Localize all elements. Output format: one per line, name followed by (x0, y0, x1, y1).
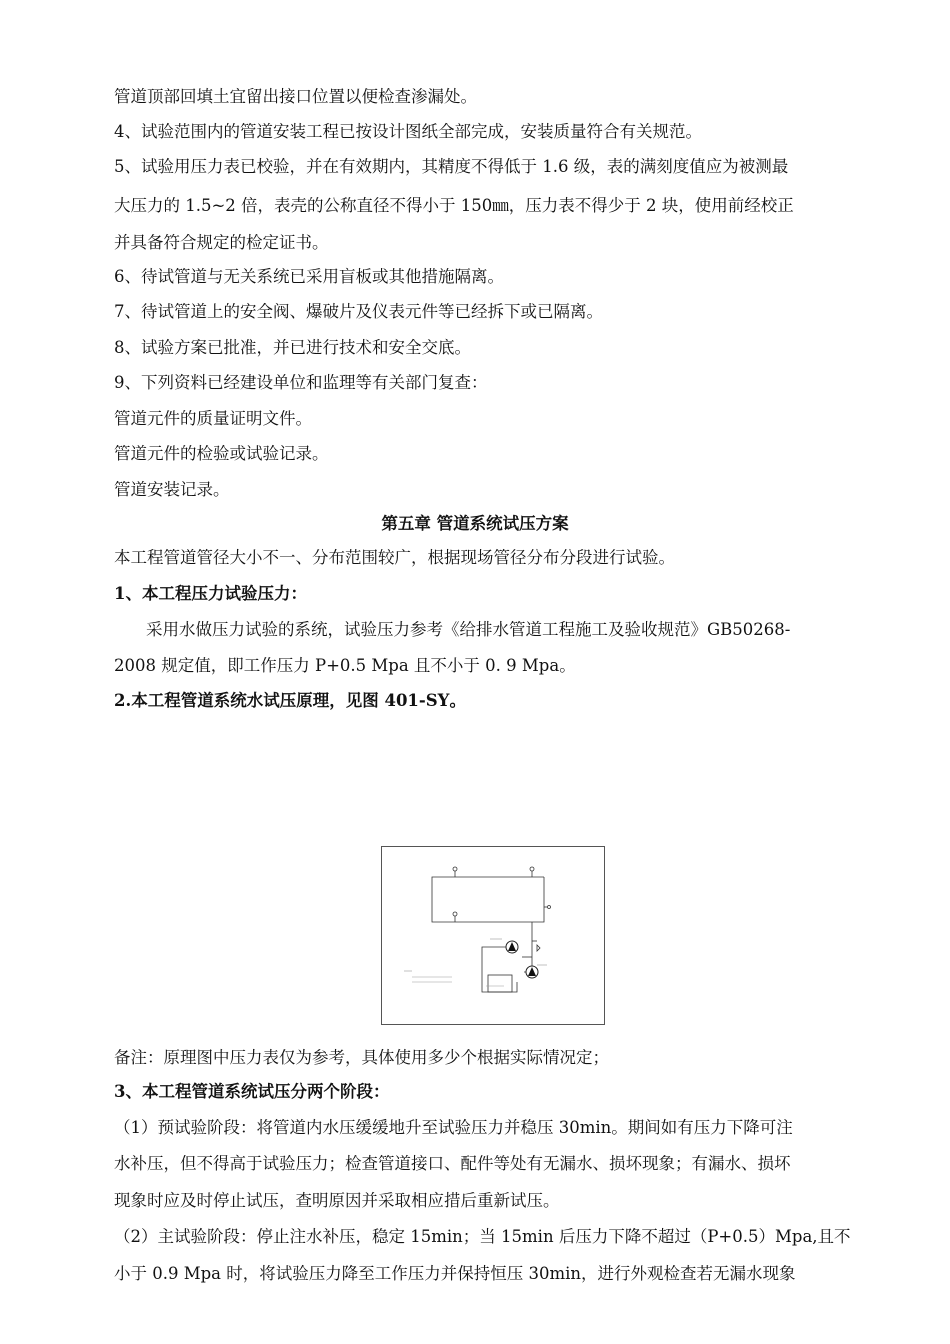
diagram-note: 备注：原理图中压力表仅为参考，具体使用多少个根据实际情况定； (114, 1048, 609, 1067)
section-3-heading: 3、本工程管道系统试压分两个阶段： (114, 1082, 390, 1101)
text-line: 管道元件的质量证明文件。 (114, 409, 312, 428)
text-line: 大压力的 1.5~2 倍，表壳的公称直径不得小于 150㎜，压力表不得少于 2 块，使用前经校正 (114, 196, 794, 215)
section-3-line: （2）主试验阶段：停止注水补压，稳定 15min；当 15min 后压力下降不超过（P+0.5）Mpa,且不 (114, 1227, 851, 1246)
chapter-title: 第五章 管道系统试压方案 (381, 514, 569, 533)
text-line: 管道安装记录。 (114, 480, 230, 499)
section-2-heading: 2.本工程管道系统水试压原理，见图 401-SY。 (114, 691, 466, 710)
section-1-heading: 1、本工程压力试验压力： (114, 584, 307, 603)
text-line: 4、试验范围内的管道安装工程已按设计图纸全部完成，安装质量符合有关规范。 (114, 122, 702, 141)
text-line: 并具备符合规定的检定证书。 (114, 233, 329, 252)
section-3-line: 水补压，但不得高于试验压力；检查管道接口、配件等处有无漏水、损坏现象；有漏水、损坏 (114, 1154, 791, 1173)
text-line: 6、待试管道与无关系统已采用盲板或其他措施隔离。 (114, 267, 504, 286)
text-line: 9、下列资料已经建设单位和监理等有关部门复查： (114, 373, 488, 392)
section-1-para: 采用水做压力试验的系统，试验压力参考《给排水管道工程施工及验收规范》GB50268- (146, 620, 791, 639)
text-line: 管道顶部回填土宜留出接口位置以便检查渗漏处。 (114, 87, 477, 106)
text-line: 管道元件的检验或试验记录。 (114, 444, 329, 463)
text-line: 7、待试管道上的安全阀、爆破片及仪表元件等已经拆下或已隔离。 (114, 302, 603, 321)
section-3-line: 现象时应及时停止试压，查明原因并采取相应措后重新试压。 (114, 1191, 560, 1210)
section-3-line: （1）预试验阶段：将管道内水压缓缓地升至试验压力并稳压 30min。期间如有压力下降可注 (114, 1118, 793, 1137)
pressure-test-diagram (381, 846, 605, 1025)
text-line: 8、试验方案已批准，并已进行技术和安全交底。 (114, 338, 471, 357)
section-3-line: 小于 0.9 Mpa 时，将试验压力降至工作压力并保持恒压 30min，进行外观检查若无漏水现象 (114, 1264, 796, 1283)
intro-text: 本工程管道管径大小不一、分布范围较广，根据现场管径分布分段进行试验。 (114, 548, 675, 567)
text-line: 5、试验用压力表已校验，并在有效期内，其精度不得低于 1.6 级，表的满刻度值应为被测最 (114, 157, 789, 176)
section-1-para: 2008 规定值，即工作压力 P+0.5 Mpa 且不小于 0. 9 Mpa。 (114, 656, 576, 675)
